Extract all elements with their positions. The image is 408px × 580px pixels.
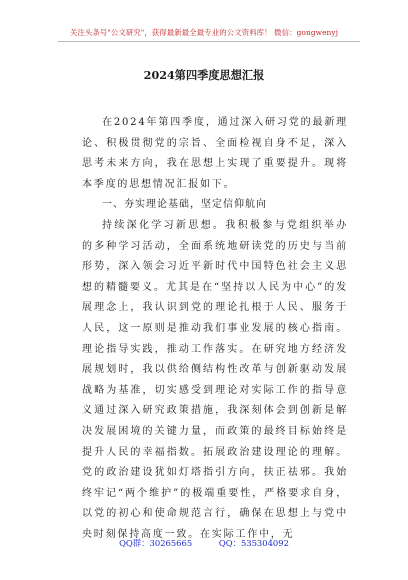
header-divider xyxy=(58,41,360,42)
body-paragraph: 持续深化学习新思想。我积极参与党组织举办的多种学习活动，全面系统地研读党的历史与当前形势，深入领会习近平新时代中国特色社会主义思想的精髓要义。尤其是在“坚持以人民为中心”的发展理念上，我认识到党的理论扎根于人民、服务于人民，这一原则是推动我们事业发展的核心指南。理论指导实践，推动工作落实。在研究地方经济发展规划时，我以供给侧结构性改革与创新驱动发展战略为基准，切实感受到理论对实际工作的指导意义通过深入研究政策措施，我深刻体会到创新是解决发展困境的关键力量，而政策的最终目标始终是提升人民的幸福指数。拓展政治建设理论的理解。党的政治建设犹如灯塔指引方向，扶正祛邪。我始终牢记“两个维护”的极端重要性，严格要求自身，以党的初心和使命规范言行，确保在思想上与党中央时刻保持高度一致。在实际工作中，无 xyxy=(82,219,348,540)
footer-contact xyxy=(0,537,408,549)
document-body xyxy=(82,113,348,545)
header-banner: 关注头条号"公文研究"，获得最新最全最专业的公文资料库！ 微信：gongwenyj xyxy=(69,28,339,37)
footer-qq-number: QQ：535304092 xyxy=(218,538,289,548)
document-title: 2024第四季度思想汇报 xyxy=(143,68,265,82)
intro-paragraph: 在2024年第四季度，通过深入研习党的最新理论、积极贯彻党的宗旨、全面检视自身不足，深入思考未来方向，我在思想上实现了重要提升。现将本季度的思想情况汇报如下。 xyxy=(82,117,348,190)
footer-qq-group: QQ群：30265665 xyxy=(119,538,193,548)
section-heading: 一、夯实理论基础，坚定信仰航向 xyxy=(102,199,267,211)
